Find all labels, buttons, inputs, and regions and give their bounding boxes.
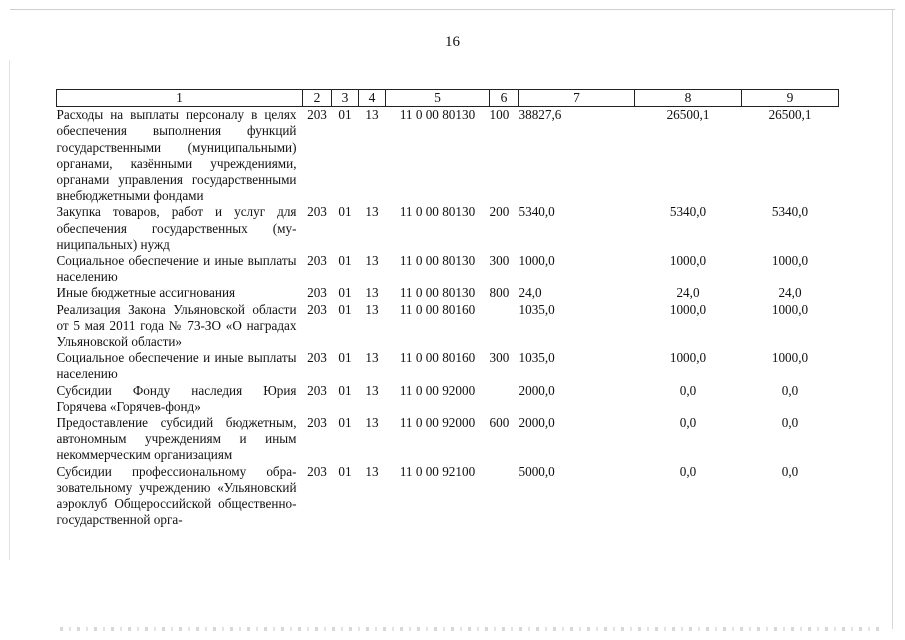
cell-amount-8: 1000,0 bbox=[669, 350, 707, 366]
scan-artifact bbox=[60, 627, 880, 631]
cell-code-2: 203 bbox=[307, 415, 327, 431]
page-edge-left bbox=[9, 60, 10, 560]
cell-code-4: 13 bbox=[365, 463, 379, 479]
cell-code-5: 11 0 00 80160 bbox=[399, 350, 476, 366]
cell-code-6: 200 bbox=[489, 204, 510, 220]
cell-amount-9: 0,0 bbox=[781, 415, 799, 431]
cell-code-6: 800 bbox=[489, 285, 510, 301]
cell-amount-8: 0,0 bbox=[679, 463, 697, 479]
table-row bbox=[57, 285, 839, 301]
row-name: Иные бюджетные ассигнования bbox=[56, 285, 236, 301]
cell-code-4: 13 bbox=[365, 204, 379, 220]
cell-amount-9: 1000,0 bbox=[771, 253, 809, 269]
column-header: 5 bbox=[386, 90, 490, 107]
cell-code-6: 300 bbox=[489, 253, 510, 269]
cell-amount-7: 5340,0 bbox=[518, 204, 555, 220]
table-row bbox=[57, 350, 839, 382]
cell-code-6: 300 bbox=[489, 350, 510, 366]
table-row bbox=[57, 415, 839, 464]
cell-code-2: 203 bbox=[307, 204, 327, 220]
cell-amount-9: 1000,0 bbox=[771, 350, 809, 366]
cell-code-5: 11 0 00 80130 bbox=[399, 253, 476, 269]
cell-code-5: 11 0 00 92000 bbox=[399, 382, 476, 398]
cell-code-3: 01 bbox=[338, 204, 352, 220]
cell-code-2: 203 bbox=[307, 301, 327, 317]
cell-code-4: 13 bbox=[365, 253, 379, 269]
cell-code-2: 203 bbox=[307, 285, 327, 301]
cell-amount-8: 5340,0 bbox=[669, 204, 707, 220]
cell-amount-7: 1035,0 bbox=[518, 350, 555, 366]
row-name: Закупка товаров, работ и услуг для обеспечения государственных (муниципальных) нужд bbox=[56, 204, 297, 252]
row-name: Социальное обеспечение и иные выплаты населению bbox=[56, 350, 297, 382]
cell-code-5: 11 0 00 80130 bbox=[399, 285, 476, 301]
row-name: Социальное обеспечение и иные выплаты населению bbox=[56, 253, 297, 285]
cell-amount-9: 26500,1 bbox=[768, 107, 812, 123]
column-header: 6 bbox=[490, 90, 519, 107]
cell-code-4: 13 bbox=[365, 301, 379, 317]
cell-amount-7: 38827,6 bbox=[518, 107, 562, 123]
cell-code-3: 01 bbox=[338, 382, 352, 398]
cell-amount-7: 1000,0 bbox=[518, 253, 555, 269]
cell-amount-8: 26500,1 bbox=[666, 107, 710, 123]
cell-amount-8: 0,0 bbox=[679, 382, 697, 398]
cell-code-3: 01 bbox=[338, 463, 352, 479]
cell-code-3: 01 bbox=[338, 415, 352, 431]
cell-code-6 bbox=[490, 302, 519, 351]
table-row bbox=[57, 107, 839, 205]
cell-code-4: 13 bbox=[365, 382, 379, 398]
cell-code-4: 13 bbox=[365, 415, 379, 431]
cell-code-6: 100 bbox=[489, 107, 510, 123]
row-name: Субсидии профессиональному образовательному учреждению «Ульяновский аэроклуб Общероссийской общественно-государственной орга- bbox=[56, 463, 297, 528]
cell-amount-9: 24,0 bbox=[778, 285, 802, 301]
column-header: 1 bbox=[57, 90, 303, 107]
budget-table bbox=[56, 89, 839, 528]
column-header: 2 bbox=[303, 90, 332, 107]
cell-code-5: 11 0 00 92000 bbox=[399, 415, 476, 431]
table-row bbox=[57, 464, 839, 529]
table-row bbox=[57, 204, 839, 253]
cell-code-4: 13 bbox=[365, 107, 379, 123]
cell-code-2: 203 bbox=[307, 350, 327, 366]
column-header: 4 bbox=[359, 90, 386, 107]
row-name: Расходы на выплаты персоналу в целях обеспечения выполнения функций государственными (муниципальными) органами, казёнными учреждениями, органами управления государственными внебюджетными фондами bbox=[56, 107, 297, 204]
cell-amount-7: 2000,0 bbox=[518, 415, 555, 431]
page-edge-right bbox=[892, 9, 893, 629]
column-header: 3 bbox=[332, 90, 359, 107]
cell-code-3: 01 bbox=[338, 285, 352, 301]
cell-code-3: 01 bbox=[338, 350, 352, 366]
cell-code-5: 11 0 00 80130 bbox=[399, 204, 476, 220]
cell-code-2: 203 bbox=[307, 107, 327, 123]
row-name: Субсидии Фонду наследия Юрия Горячева «Горячев-фонд» bbox=[56, 382, 297, 414]
cell-code-4: 13 bbox=[365, 285, 379, 301]
cell-amount-7: 2000,0 bbox=[518, 382, 555, 398]
cell-amount-9: 0,0 bbox=[781, 382, 799, 398]
cell-amount-9: 5340,0 bbox=[771, 204, 809, 220]
table-row bbox=[57, 383, 839, 415]
column-header: 9 bbox=[742, 90, 839, 107]
cell-code-6: 600 bbox=[489, 415, 510, 431]
cell-code-2: 203 bbox=[307, 463, 327, 479]
table-row bbox=[57, 253, 839, 285]
page-number: 16 bbox=[445, 34, 460, 50]
cell-amount-7: 24,0 bbox=[518, 285, 542, 301]
cell-amount-8: 0,0 bbox=[679, 415, 697, 431]
column-header: 7 bbox=[519, 90, 635, 107]
column-header: 8 bbox=[635, 90, 742, 107]
cell-code-2: 203 bbox=[307, 253, 327, 269]
cell-code-3: 01 bbox=[338, 107, 352, 123]
cell-code-3: 01 bbox=[338, 301, 352, 317]
cell-amount-7: 5000,0 bbox=[518, 463, 555, 479]
page-edge-top bbox=[10, 9, 895, 10]
row-name: Предоставление субсидий бюджетным, автономным учреждениям и иным некоммерческим организациям bbox=[56, 415, 297, 463]
cell-code-5: 11 0 00 80130 bbox=[399, 107, 476, 123]
cell-amount-8: 24,0 bbox=[676, 285, 700, 301]
cell-code-2: 203 bbox=[307, 382, 327, 398]
cell-amount-7: 1035,0 bbox=[518, 301, 555, 317]
cell-amount-9: 0,0 bbox=[781, 463, 799, 479]
cell-amount-8: 1000,0 bbox=[669, 253, 707, 269]
cell-code-5: 11 0 00 92100 bbox=[399, 463, 476, 479]
cell-code-6 bbox=[490, 464, 519, 529]
header-row bbox=[57, 90, 839, 107]
cell-code-3: 01 bbox=[338, 253, 352, 269]
cell-code-4: 13 bbox=[365, 350, 379, 366]
cell-amount-9: 1000,0 bbox=[771, 301, 809, 317]
cell-code-6 bbox=[490, 383, 519, 415]
table-row bbox=[57, 302, 839, 351]
cell-amount-8: 1000,0 bbox=[669, 301, 707, 317]
row-name: Реализация Закона Ульяновской области от 5 мая 2011 года № 73-ЗО «О наградах Ульяновской области» bbox=[56, 301, 297, 350]
cell-code-5: 11 0 00 80160 bbox=[399, 301, 476, 317]
